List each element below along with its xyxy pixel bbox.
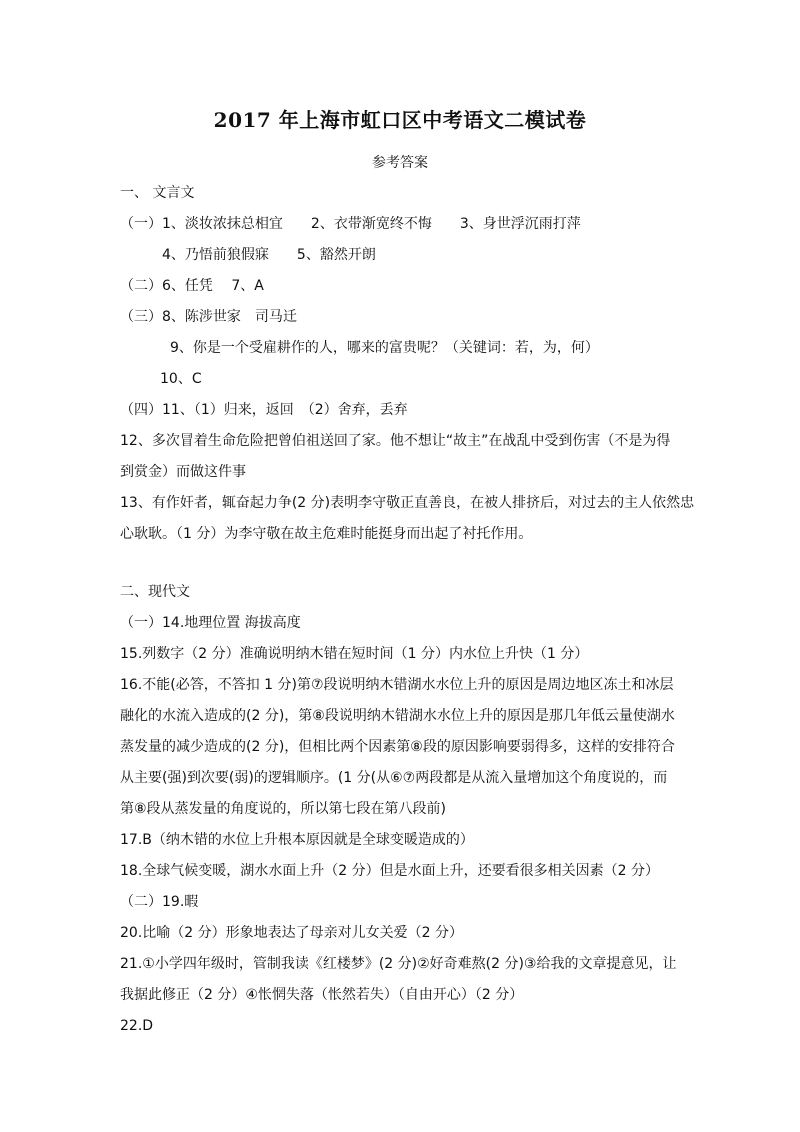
answer-line: 第⑧段从蒸发量的角度说的，所以第七段在第八段前) (120, 801, 447, 817)
document-title: 2017 年上海市虹口区中考语文二模试卷 (213, 108, 587, 132)
answer-line: （二）6、任凭 7、A (120, 278, 264, 294)
answer-line: 18.全球气候变暖，湖水水面上升（2 分）但是水面上升，还要看很多相关因素（2 分） (120, 863, 659, 879)
answer-line: 16.不能(必答，不答扣 1 分)第⑦段说明纳木错湖水水位上升的原因是周边地区冻土和冰层 (120, 677, 674, 693)
answer-line: 15.列数字（2 分）准确说明纳木错在短时间（1 分）内水位上升快（1 分） (120, 646, 589, 662)
answer-line: 我据此修正（2 分）④怅惘失落（怅然若失）（自由开心）（2 分） (120, 987, 524, 1003)
answer-line: （二）19.暇 (120, 894, 199, 910)
answer-line: 12、多次冒着生命危险把曾伯祖送回了家。他不想让“故主”在战乱中受到伤害（不是为得 (120, 433, 671, 449)
answer-line: 心耿耿。（1 分）为李守敬在故主危难时能挺身而出起了衬托作用。 (120, 526, 533, 542)
section-heading-classical: 一、 文言文 (120, 185, 195, 201)
answer-line: （一）14.地理位置 海拔高度 (120, 615, 301, 631)
section-heading-modern: 二、现代文 (120, 584, 190, 600)
answer-line: 融化的水流入造成的(2 分)，第⑧段说明纳木错湖水水位上升的原因是那几年低云量使湖水 (120, 708, 675, 724)
answer-line: 9、你是一个受雇耕作的人，哪来的富贵呢？（关键词：若，为，何） (170, 340, 599, 356)
answer-line: 21.①小学四年级时，管制我读《红楼梦》(2 分)②好奇难熬(2 分)③给我的文章提意见，让 (120, 956, 677, 972)
answer-line: 22.D (120, 1018, 154, 1034)
answer-line: 到赏金）而做这件事 (120, 464, 246, 480)
answer-line: 20.比喻（2 分）形象地表达了母亲对儿女关爱（2 分） (120, 925, 463, 941)
document-subtitle: 参考答案 (372, 155, 428, 171)
answer-line: 4、乃悟前狼假寐 5、豁然开朗 (162, 247, 376, 263)
answer-line: 10、C (160, 371, 202, 387)
answer-line: （四）11、（1）归来，返回 （2）舍弃，丢弃 (120, 402, 408, 418)
answer-line: 17.B（纳木错的水位上升根本原因就是全球变暖造成的） (120, 832, 474, 848)
answer-line: 蒸发量的减少造成的(2 分)，但相比两个因素第⑧段的原因影响要弱得多，这样的安排符合 (120, 739, 675, 755)
answer-line: 从主要(强)到次要(弱)的逻辑顺序。(1 分(从⑥⑦两段都是从流入量增加这个角度说的，而 (120, 770, 668, 786)
answer-line: （一）1、淡妆浓抹总相宜 2、衣带渐宽终不悔 3、身世浮沉雨打萍 (120, 216, 581, 232)
answer-line: 13、有作奸者，辄奋起力争(2 分)表明李守敬正直善良，在被人排挤后，对过去的主人依然忠 (120, 495, 695, 511)
answer-line: （三）8、陈涉世家 司马迁 (120, 309, 297, 325)
